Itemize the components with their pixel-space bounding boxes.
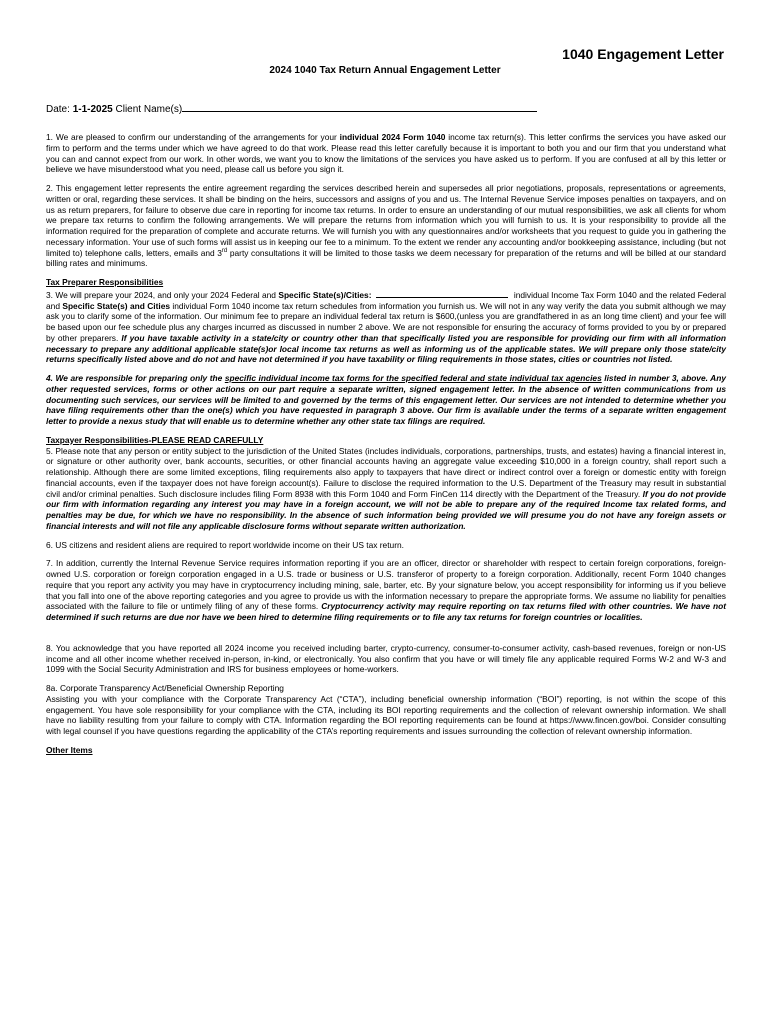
letter-body [46, 102, 726, 756]
paragraph-6: 6. US citizens and resident aliens are required to report worldwide income on their US tax return. [46, 539, 404, 550]
paragraph-8a-heading: 8a. Corporate Transparency Act/Beneficial Ownership Reporting [46, 683, 284, 693]
document-title: 1040 Engagement Letter [562, 46, 724, 62]
paragraph-7: 7. In addition, currently the Internal Revenue Service requires information reporting if you are an officer, director or shareholder with respect to certain foreign corporations, foreign-owned U.S. corporation or foreign corporation engaged in a U.S. trade or business or U.S. transferor of property to a foreign corporation. Additionally, recent Form 1040 changes require that you report any activity you may have in cryptocurrency including mining, sale, barter, etc. By your signature below, you accept responsibility for informing us if you believe that you fall into one of the above reporting categories and you agree to provide us with the information necessary to prepare the appropriate forms. We assume no liability for penalties associated with the failure to file or untimely filing of any of these forms. Cryptocurrency activity may require reporting on tax returns filed with other countries. We have not determined if such returns are due nor have we been hired to determine filing requirements or to file any tax returns for foreign countries or localities. [46, 558, 726, 622]
date-client-line [46, 102, 726, 116]
paragraph-1: 1. We are pleased to confirm our understanding of the arrangements for your individual 2024 Form 1040 income tax return(s). This letter confirms the services you have asked our firm to perform and the terms under which we have agreed to do that work. Please read this letter carefully because it is important to both you and our firm that you understand what you can and cannot expect from our work. In other words, we want you to know the limitations of the services you have asked us to perform. If you are confused at all by this letter or believe we have misunderstood what you need, please call us before you sign it. [46, 132, 726, 175]
date-value: 1-1-2025 [72, 104, 113, 115]
client-name-blank[interactable] [182, 102, 537, 112]
paragraph-2: 2. This engagement letter represents the entire agreement regarding the services described herein and supersedes all prior negotiations, proposals, representations or agreements, written or oral, regarding these services. It shall be binding on the heirs, successors and assigns of you and us. The Internal Revenue Service imposes penalties on taxpayers, and on us as return preparers, for failure to observe due care in reporting for income tax returns. In order to ensure an understanding of our mutual responsibilities, we ask all clients for whom we prepare tax returns to confirm the following arrangements. We will prepare the returns from information which you will furnish to us. It is your responsibility to provide all the information required for the preparation of complete and accurate returns. We will furnish you with any questionnaires and/or worksheets that you request to guide you in gathering the necessary information. Your use of such forms will assist us in keeping our fee to a minimum. To the extent we render any accounting and/or bookkeeping assistance, including (but not limited to) telephone calls, letters, emails and 3rd party consultations it will be limited to those tasks we deem necessary for preparation of the returns and will be billed at our standard billing rates and minimums. [46, 183, 726, 269]
document-subtitle: 2024 1040 Tax Return Annual Engagement Letter [269, 65, 501, 76]
paragraph-5: 5. Please note that any person or entity subject to the jurisdiction of the United States (includes individuals, corporations, partnerships, trusts, and estates) having a financial interest in, or signature or other authority over, bank accounts, securities, or other financial accounts having an aggregate value exceeding $10,000 in a foreign country, shall report such a relationship. Although there are some limited exceptions, filing requirements also apply to taxpayers that have direct or indirect control over a foreign or domestic entity with foreign financial accounts, even if the taxpayer does not have foreign account(s). Failure to disclose the required information to the U.S. Department of the Treasury may result in substantial civil and/or criminal penalties. Such disclosure includes filing Form 8938 with this Form 1040 and Form FinCen 114 directly with the Department of the Treasury. If you do not provide our firm with information regarding any interest you may have in a foreign account, we will not be able to prepare any of the required Income tax related forms, and penalties may be due, for which we have no responsibility. In the absence of such information being provided we will presume you do not have any foreign assets or financial interests and will not file any applicable disclosure forms without separate written authorization. [46, 445, 726, 531]
other-items-heading: Other Items [46, 744, 93, 755]
date-label: Date: [46, 104, 73, 115]
tax-preparer-heading: Tax Preparer Responsibilities [46, 277, 164, 287]
taxpayer-heading: Taxpayer Responsibilities-PLEASE READ CAREFULLY [46, 434, 264, 445]
paragraph-8: 8. You acknowledge that you have reported all 2024 income you received including barter, crypto-currency, consumer-to-consumer activity, cash-based revenues, foreign or non-US income and all other income whether received in-person, in-kind, or electronically. You also confirm that you have or will timely file any applicable required Forms W-2 and W-3 and 1099 with the Social Security Administration and IRS for business employees or home-workers. [46, 642, 726, 675]
paragraph-4: 4. We are responsible for preparing only the specific individual income tax forms for the specified federal and state individual tax agencies listed in number 3, above. Any other requested services, forms or other actions on our part require a separate written, signed engagement letter. In the absence of written communications from us documenting such services, our services will be limited to and governed by the terms of this engagement letter. Our services are not intended to determine whether you have filing requirements other than the one(s) which you have requested in paragraph 3 above. Our firm is available under the terms of a separate written engagement letter to provide a nexus study that will enable us to determine whether any other state tax filings are required. [46, 373, 726, 426]
paragraph-8a: Assisting you with your compliance with the Corporate Transparency Act (“CTA”), including beneficial ownership information (“BOI”) reporting, is not within the scope of this engagement. You have sole responsibility for your compliance with the CTA, including its BOI reporting requirements and the collection of relevant ownership information. We shall have no liability resulting from your failure to comply with CTA. Information regarding the BOI reporting requirements can be found at https://www.fincen.gov/boi. Consider consulting with legal counsel if you have questions regarding the applicability of the CTA’s reporting requirements and issues surrounding the collection of relevant ownership information. [46, 693, 726, 736]
client-name-label: Client Name(s) [112, 104, 183, 115]
state-cities-blank[interactable] [376, 288, 508, 298]
paragraph-3: 3. We will prepare your 2024, and only your 2024 Federal and Specific State(s)/Cities: individual Income Tax Form 1040 and the related Federal and Specific State(s) and Cities individual Form 1040 income tax return schedules from information you furnish us. We will not in any way verify the data you submit although we may ask you to clarify some of the information. Our minimum fee to prepare an individual federal tax return is $600,(unless you are grandfathered in as an long time client) and your fee will be based upon our fee schedule plus any charges incurred as discussed in number 2 above. We are not responsible for ensuring the accuracy of forms provided to you by or prepared by other preparers. If you have taxable activity in a state/city or country other than that specifically listed you are responsible for providing our firm with all information necessary to prepare any additional applicable state(s)or local income tax returns as well as informing us of the applicable states. We will prepare only those state/city returns specifically listed above and do not and have not determined if you have taxability or filing requirements in those states, cities or countries not listed. [46, 289, 726, 365]
